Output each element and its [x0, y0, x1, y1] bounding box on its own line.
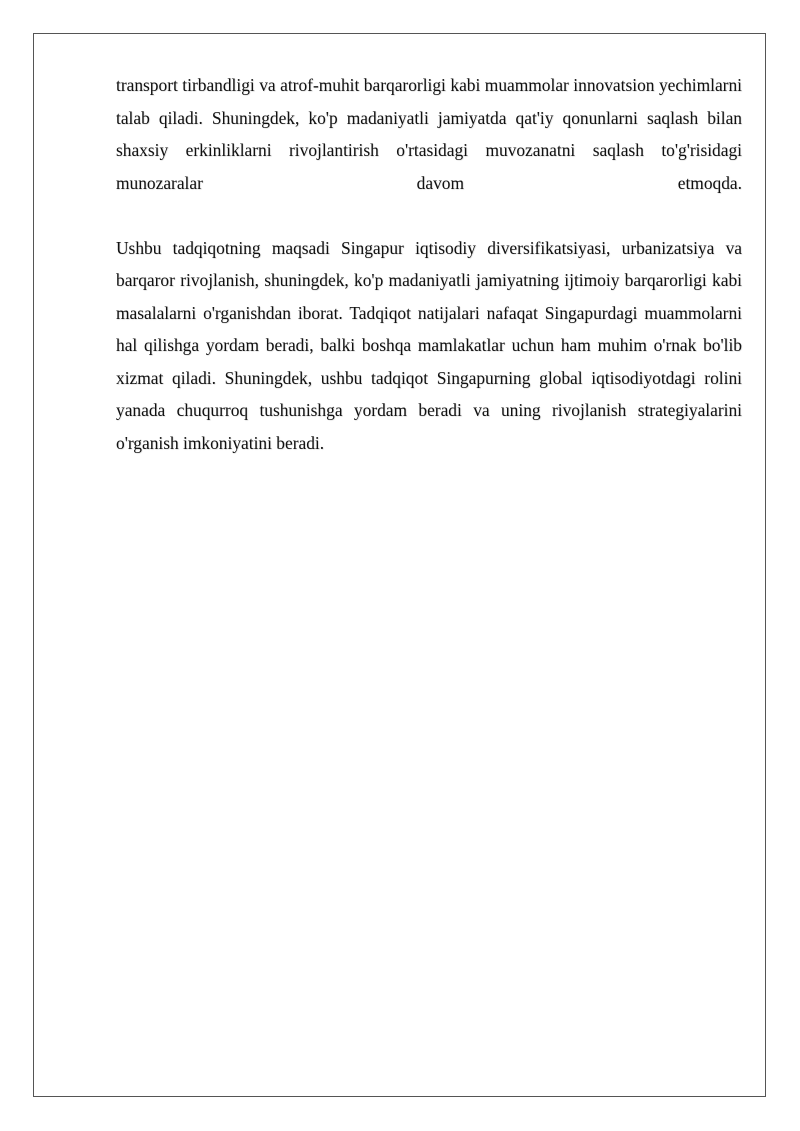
document-body	[116, 69, 742, 459]
paragraph-1: transport tirbandligi va atrof-muhit barqarorligi kabi muammolar innovatsion yechimlarni talab qiladi. Shuningdek, ko'p madaniyatli jamiyatda qat'iy qonunlarni saqlash bilan shaxsiy erkinliklarni rivojlantirish o'rtasidagi muvozanatni saqlash to'g'risidagi munozaralar davom etmoqda.	[116, 75, 742, 193]
paragraph-2: Ushbu tadqiqotning maqsadi Singapur iqtisodiy diversifikatsiyasi, urbanizatsiya va barqaror rivojlanish, shuningdek, ko'p madaniyatli jamiyatning ijtimoiy barqarorligi kabi masalalarni o'rganishdan iborat. Tadqiqot natijalari nafaqat Singapurdagi muammolarni hal qilishga yordam beradi, balki boshqa mamlakatlar uchun ham muhim o'rnak bo'lib xizmat qiladi. Shuningdek, ushbu tadqiqot Singapurning global iqtisodiyotdagi rolini yanada chuqurroq tushunishga yordam beradi va uning rivojlanish strategiyalarini o'rganish imkoniyatini beradi.	[116, 237, 742, 453]
paragraph-spacer	[116, 199, 742, 232]
